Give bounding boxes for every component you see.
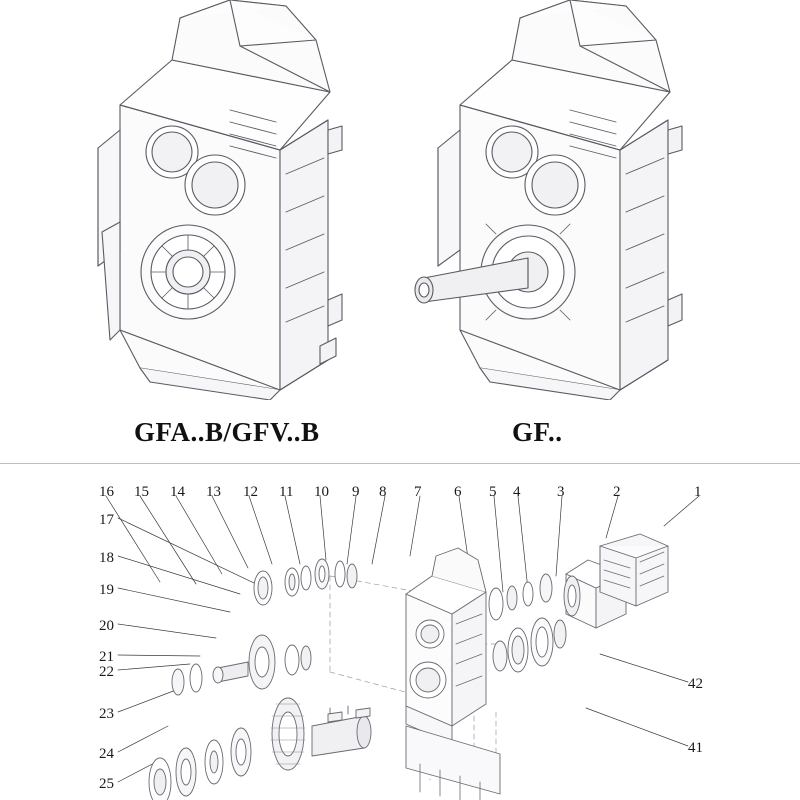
caption-left: GFA..B/GFV..B [134,417,320,447]
callout-6: 6 [454,484,462,500]
gearbox-right-view [400,0,720,400]
callout-20: 20 [99,618,114,634]
callout-21: 21 [99,649,114,665]
callout-4: 4 [513,484,521,500]
callout-15: 15 [134,484,149,500]
callout-3: 3 [557,484,565,500]
callout-5: 5 [489,484,497,500]
callout-25: 25 [99,776,114,792]
callout-24: 24 [99,746,114,762]
callout-14: 14 [170,484,185,500]
callout-19: 19 [99,582,114,598]
gearbox-left-view [80,0,380,400]
callout-11: 11 [279,484,294,500]
callout-42: 42 [688,676,703,692]
callout-16: 16 [99,484,114,500]
callout-18: 18 [99,550,114,566]
callout-2: 2 [613,484,621,500]
callout-1: 1 [694,484,702,500]
caption-right: GF.. [512,417,563,447]
callout-41: 41 [688,740,703,756]
exploded-assembly-view [0,464,800,800]
callout-9: 9 [352,484,360,500]
callout-22: 22 [99,664,114,680]
callout-12: 12 [243,484,258,500]
callout-10: 10 [314,484,329,500]
callout-17: 17 [99,512,114,528]
callout-8: 8 [379,484,387,500]
callout-13: 13 [206,484,221,500]
callout-23: 23 [99,706,114,722]
callout-7: 7 [414,484,422,500]
